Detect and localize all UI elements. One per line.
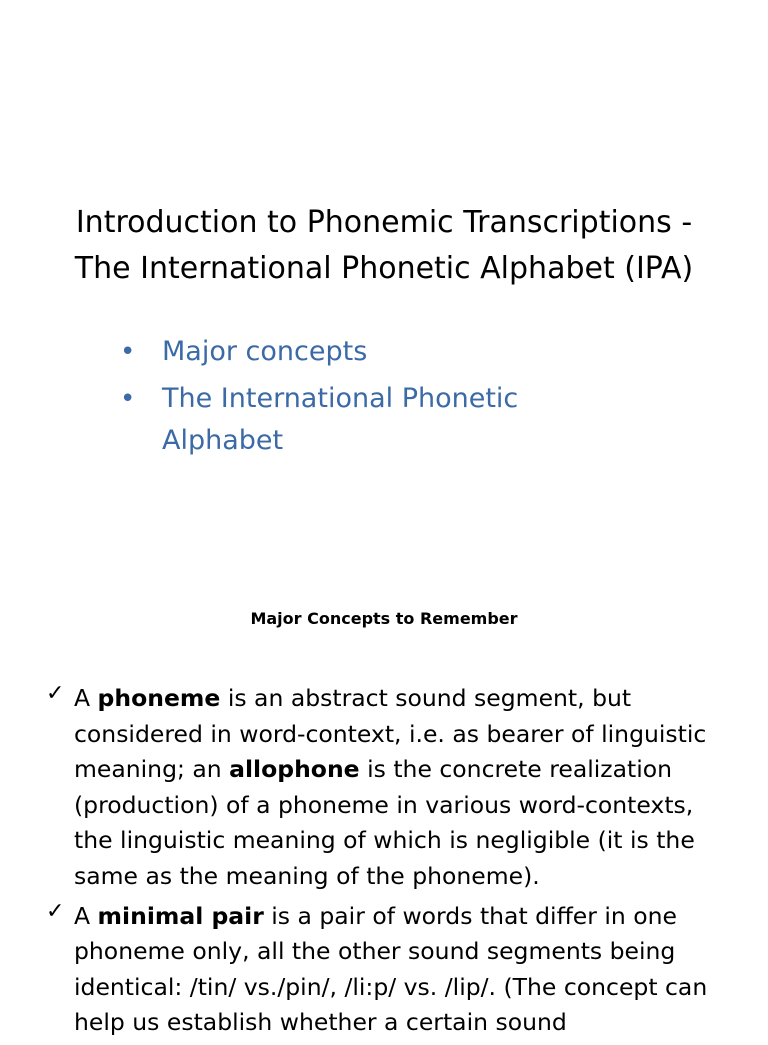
section-heading: Major Concepts to Remember — [250, 609, 518, 628]
slide-bullet-list — [120, 331, 640, 467]
concept-item-minimal-pair — [44, 899, 734, 1041]
concept-text: A — [74, 684, 98, 712]
term-phoneme: phoneme — [97, 684, 221, 712]
term-allophone: allophone — [229, 755, 360, 784]
concept-text: A — [74, 901, 98, 930]
bullet-text: The International Phonetic Alphabet — [162, 383, 519, 456]
concept-text: is a pair of words that differ in one phoneme only, all the other sound segments being identical: /tin/ vs./pin/, /li:p/ vs. /lip/. (The concept can help us establish whether a certain sound — [74, 901, 708, 1037]
concept-text: is the concrete realization (production) of a phoneme in various word-contexts, the linguistic meaning of which is negligible (it is the same as the meaning of the phoneme). — [74, 755, 695, 890]
concept-list — [44, 681, 734, 1045]
bullet-item-major-concepts — [120, 331, 640, 373]
bullet-item-ipa — [120, 378, 640, 462]
concept-text: is an abstract sound segment, but considered in word-context, i.e. as bearer of linguistic meaning; an — [74, 684, 707, 784]
slide-title — [20, 200, 748, 292]
term-minimal-pair: minimal pair — [97, 901, 264, 930]
slide-title-line-1: Introduction to Phonemic Transcriptions - — [75, 205, 693, 240]
checkmark-icon: ✓ — [46, 681, 65, 706]
bullet-dot-icon: • — [120, 384, 136, 414]
slide-title-line-2: The International Phonetic Alphabet (IPA) — [74, 251, 694, 286]
bullet-dot-icon: • — [120, 337, 136, 367]
checkmark-icon: ✓ — [46, 898, 65, 924]
concept-item-phoneme — [44, 681, 734, 895]
bullet-text: Major concepts — [162, 336, 368, 367]
